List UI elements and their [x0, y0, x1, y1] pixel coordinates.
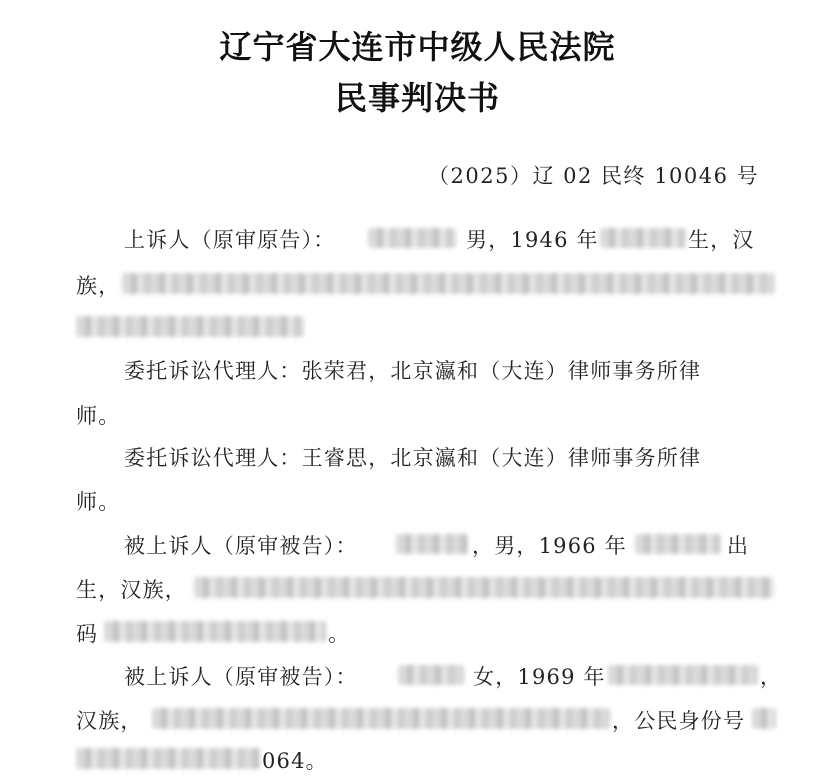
redacted-birthdate: [600, 228, 686, 248]
court-name: 辽宁省大连市中级人民法院: [219, 28, 616, 66]
respondent-2-comma: ，: [760, 665, 783, 689]
redacted-id-number: [76, 748, 260, 769]
appellant-sex-birth: 男，1946 年: [466, 228, 599, 252]
redacted-name: [368, 228, 456, 248]
redacted-address: [122, 273, 775, 294]
redacted-name: [398, 665, 464, 685]
respondent-2-sex-birth: 女，1969 年: [473, 665, 606, 689]
respondent-1-sex-birth: ，男，1966 年: [472, 534, 627, 558]
respondent-2-id-end: 064。: [262, 749, 328, 773]
respondent-2-role: 被上诉人（原审被告）：: [124, 665, 358, 689]
appellant-born-suffix: 生，汉: [688, 228, 755, 252]
redacted-fragment: [752, 708, 776, 729]
respondent-1-born-suffix: 出: [727, 534, 750, 558]
redacted-birthdate: [608, 665, 758, 685]
redacted-address: [152, 708, 610, 729]
redacted-name: [396, 534, 468, 554]
redacted-address: [194, 577, 774, 598]
agent-2-line-2: 师。: [76, 490, 121, 514]
case-number: （2025）辽 02 民终 10046 号: [428, 164, 760, 188]
appellant-ethnicity: 族，: [76, 274, 121, 298]
redacted-id-number: [104, 621, 326, 642]
respondent-2-ethnicity: 汉族，: [76, 709, 143, 733]
agent-1-line-1: 委托诉讼代理人：张荣君，北京瀛和（大连）律师事务所律: [124, 359, 702, 383]
appellant-role: 上诉人（原审原告）：: [124, 228, 336, 252]
redacted-id-number: [76, 316, 304, 337]
respondent-1-id-prefix: 码: [76, 622, 99, 646]
agent-1-line-2: 师。: [76, 404, 121, 428]
respondent-1-ethnicity: 生，汉族，: [76, 578, 187, 602]
agent-2-line-1: 委托诉讼代理人：王睿思，北京瀛和（大连）律师事务所律: [124, 446, 702, 470]
respondent-1-id-end: 。: [328, 622, 351, 646]
redacted-birthdate: [635, 534, 721, 554]
respondent-2-id-label: ，公民身份号: [612, 709, 746, 733]
document-type-title: 民事判决书: [334, 79, 500, 117]
respondent-1-role: 被上诉人（原审被告）：: [124, 534, 358, 558]
